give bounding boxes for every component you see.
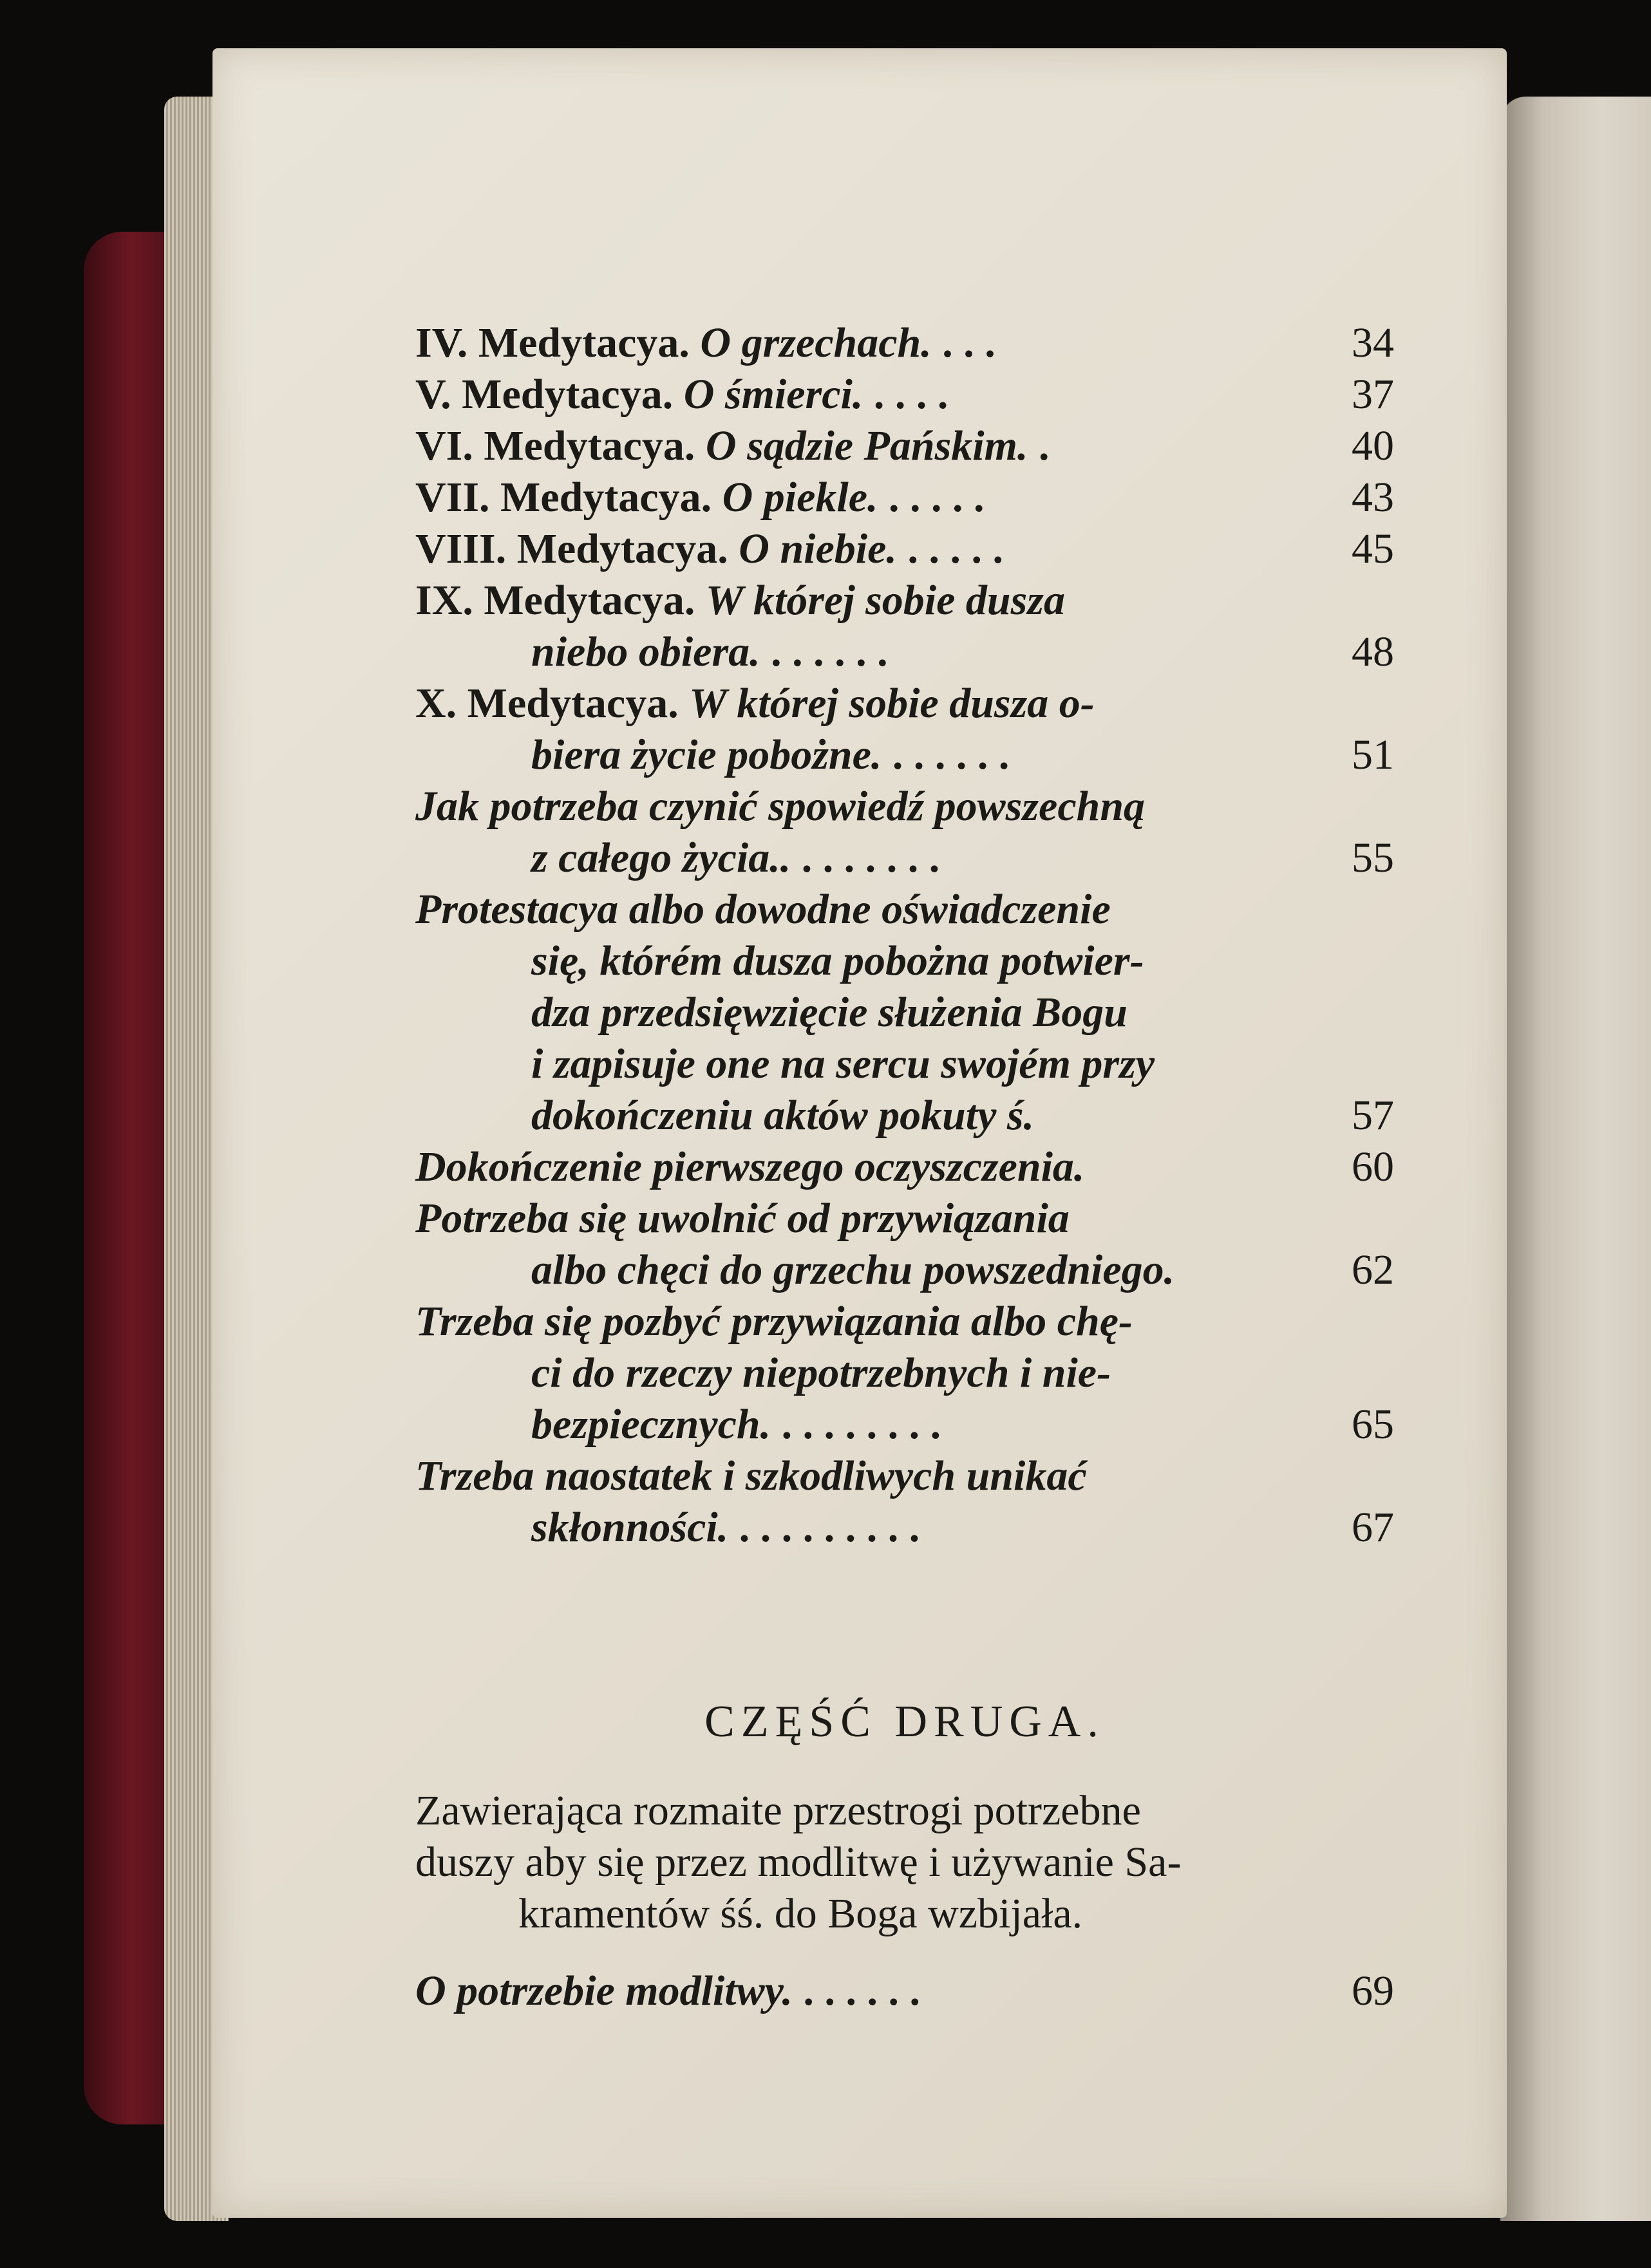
entry-label: VI. Medytacya. [415,422,695,469]
entry-title: W której sobie dusza [705,577,1065,624]
entry-label: VII. Medytacya. [415,474,712,521]
entry-page: 51 [1352,731,1394,778]
entry-title: O śmierci. [683,371,863,418]
entry-title: Trzeba się pozbyć przywiązania albo chę- [415,1298,1133,1345]
entry-title: Jak potrzeba czynić spowiedź powszechną [415,783,1146,830]
entry-page: 62 [1352,1246,1394,1293]
toc-entry-dokonczenie [415,1143,1394,1197]
entry-dots: . . . . . . [771,628,888,675]
entry-title: z całego życia.. [531,834,791,881]
entry-title: bezpiecznych. [531,1401,771,1448]
entry-dots: . . . . . . [892,731,1010,778]
entry-title: Trzeba naostatek i szkodliwych unikać [415,1452,1087,1499]
toc-entry-pozbyc-cont [415,1349,1394,1403]
entry-page: 65 [1352,1401,1394,1448]
toc-entry-naostatek [415,1452,1394,1506]
entry-page: 67 [1352,1504,1394,1551]
toc-entry-viii [415,525,1394,579]
part-heading: CZĘŚĆ DRUGA. [704,1697,1105,1747]
entry-dots: . . . . . [889,474,985,521]
entry-title: Potrzeba się uwolnić od przywiązania [415,1195,1070,1242]
toc-entry-ix [415,579,1394,631]
entry-page: 55 [1352,834,1394,881]
toc-entry-v [415,373,1394,425]
toc-entry-vii [415,476,1394,528]
toc-entry-protestacya-cont [415,1040,1394,1094]
toc-entry-pozbyc [415,1300,1394,1352]
toc-entry-x [415,682,1394,734]
entry-title: Dokończenie pierwszego oczyszczenia. [415,1143,1085,1190]
entry-dots: . [1038,422,1050,469]
toc-entry-ix-cont [415,628,1394,682]
entry-title: niebo obiera. [531,628,760,675]
entry-title: O potrzebie modlitwy. [415,1967,793,2014]
toc-entry-naostatek-cont [415,1506,1394,1558]
toc-entry-iv [415,319,1394,373]
toc-entry-protestacya [415,888,1394,940]
entry-page: 40 [1352,422,1394,469]
toc-entry-spowiedz-cont [415,834,1394,888]
entry-title: skłonności. [531,1504,729,1551]
toc-entry-spowiedz [415,785,1394,837]
toc-entry-pozbyc-cont [415,1403,1394,1455]
entry-title: albo chęci do grzechu powszedniego. [531,1246,1175,1293]
entry-title: dza przedsięwzięcie służenia Bogu [531,989,1127,1036]
part-description [415,1787,1394,1944]
entry-title: O grzechach. [700,319,932,366]
entry-page: 69 [1352,1967,1394,2014]
entry-dots: . . . . . [907,525,1003,572]
entry-page: 60 [1352,1143,1394,1190]
entry-label: IV. Medytacya. [415,319,690,366]
facing-page [1500,97,1651,2221]
toc-entry-uwolnic-cont [415,1246,1394,1300]
entry-dots: . . . [942,319,995,366]
entry-title: dokończeniu aktów pokuty ś. [531,1092,1035,1139]
entry-title: i zapisuje one na sercu swojém przy [531,1040,1155,1087]
toc-entry-modlitwy [415,1967,1394,2021]
entry-dots: . . . . [873,371,948,418]
entry-label: IX. Medytacya. [415,577,695,624]
entry-label: X. Medytacya. [415,680,679,727]
entry-title: się, którém dusza pobożna potwier- [531,937,1144,984]
toc-entry-protestacya-cont [415,1094,1394,1146]
entry-title: O sądzie Pańskim. [705,422,1028,469]
entry-dots: . . . . . . [803,1967,921,2014]
entry-page: 37 [1352,371,1394,418]
toc-entry-protestacya-cont [415,937,1394,991]
entry-label: VIII. Medytacya. [415,525,728,572]
entry-title: Protestacya albo dowodne oświadczenie [415,886,1111,933]
part-description-line: duszy aby się przez modlitwę i używanie Sa- [415,1839,1182,1886]
entry-dots: . . . . . . . . . [739,1504,920,1551]
entry-page: 34 [1352,319,1394,366]
entry-label: V. Medytacya. [415,371,674,418]
toc-entry-x-cont [415,731,1394,785]
entry-page: 48 [1352,628,1394,675]
toc-entry-vi [415,422,1394,476]
part-description-line: kramentów śś. do Boga wzbijała. [518,1890,1083,1937]
entry-title: O niebie. [739,525,897,572]
entry-page: 43 [1352,474,1394,521]
entry-page: 57 [1352,1092,1394,1139]
entry-title: ci do rzeczy niepotrzebnych i nie- [531,1349,1111,1396]
entry-title: biera życie pobożne. [531,731,882,778]
toc-entry-protestacya-cont [415,991,1394,1043]
entry-title: O piekle. [722,474,878,521]
part-description-line: Zawierająca rozmaite przestrogi potrzebne [415,1787,1141,1834]
entry-dots: . . . . . . . [801,834,940,881]
entry-title: W której sobie dusza o- [689,680,1095,727]
toc-entry-uwolnic [415,1197,1394,1249]
entry-page: 45 [1352,525,1394,572]
entry-dots: . . . . . . . . [781,1401,941,1448]
